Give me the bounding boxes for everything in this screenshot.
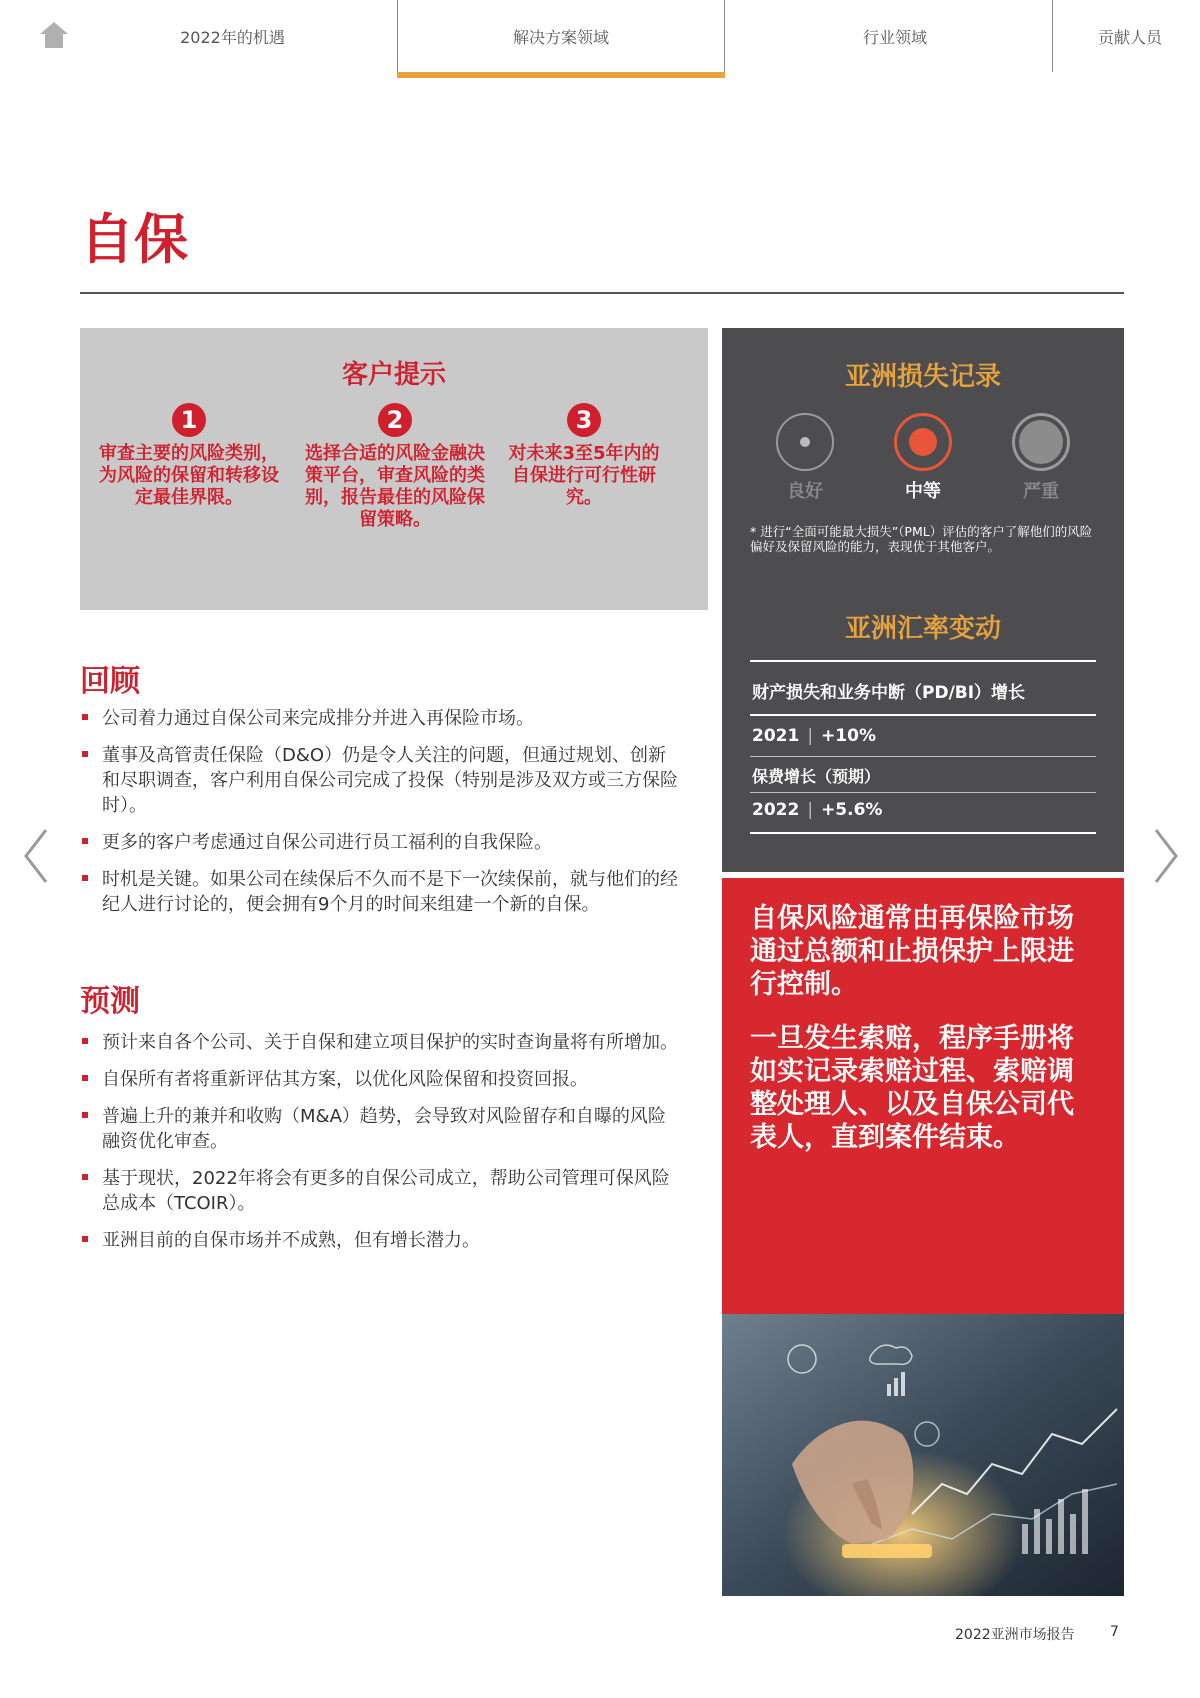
rate-subheading: 保费增长（预期） [752,767,881,786]
footer-report-title: 2022亚洲市场报告 [955,1627,1075,1643]
tip-item [300,403,490,531]
tab-industries[interactable]: 行业领域 [862,27,927,47]
rate-value: +10% [821,726,876,746]
callout-panel [722,878,1124,1314]
tab-contributors[interactable]: 贡献人员 [1097,27,1162,47]
list-item: 预计来自各个公司、关于自保和建立项目保护的实时查询量将有所增加。 [80,1030,680,1055]
rating-medium-icon [894,413,952,471]
rate-row-2022 [752,800,882,820]
forecast-list [80,1030,680,1265]
tip-item [94,403,284,509]
rating-label: 严重 [1023,481,1059,502]
rule [750,792,1096,793]
list-item: 公司着力通过自保公司来完成排分并进入再保险市场。 [80,706,680,731]
rating-severe [986,413,1096,503]
home-icon[interactable] [38,20,70,50]
tip-text: 审查主要的风险类别，为风险的保留和转移设定最佳界限。 [99,443,279,508]
list-item: 自保所有者将重新评估其方案，以优化风险保留和投资回报。 [80,1067,680,1092]
list-item: 董事及高管责任保险（D&O）仍是令人关注的问题，但通过规划、创新和尽职调查，客户利用自保公司完成了投保（特别是涉及双方或三方保险时）。 [80,743,680,818]
loss-record-title: 亚洲损失记录 [844,362,1001,392]
rule [750,660,1096,662]
tip-number-badge: 3 [567,403,601,437]
tab-divider [1052,0,1053,72]
next-page-icon[interactable] [1150,826,1182,886]
callout-paragraph-1: 自保风险通常由再保险市场通过总额和止损保护上限进行控制。 [750,903,1074,1000]
pml-footnote: * 进行“全面可能最大损失”（PML）评估的客户了解他们的风险偏好及保留风险的能力，表现优于其他客户。 [750,524,1093,554]
rate-row-2021 [752,726,876,746]
tip-text: 选择合适的风险金融决策平台，审查风险的类别，报告最佳的风险保留策略。 [305,443,485,530]
review-list [80,706,680,929]
page-number: 7 [1110,1624,1119,1640]
list-item: 更多的客户考虑通过自保公司进行员工福利的自我保险。 [80,830,680,855]
rating-medium [868,413,978,503]
list-item: 普遍上升的兼并和收购（M&A）趋势，会导致对风险留存和自曝的风险融资优化审查。 [80,1104,680,1154]
tip-item [504,403,664,509]
review-heading: 回顾 [80,664,140,699]
title-divider [80,292,1124,294]
tip-text: 对未来3至5年内的自保进行可行性研究。 [508,443,660,508]
rating-label: 良好 [787,481,823,502]
tab-opportunities[interactable]: 2022年的机遇 [180,27,285,47]
tab-solutions[interactable]: 解决方案领域 [397,0,725,72]
rule [750,714,1096,716]
tip-number-badge: 1 [172,403,206,437]
rating-label: 中等 [905,481,941,502]
prev-page-icon[interactable] [20,826,52,886]
separator: | [807,800,814,820]
active-tab-indicator [397,72,725,78]
list-item: 基于现状，2022年将会有更多的自保公司成立，帮助公司管理可保风险总成本（TCOIR）。 [80,1166,680,1216]
rating-good [750,413,860,503]
rate-heading: 财产损失和业务中断（PD/BI）增长 [752,683,1026,703]
finance-hand-photo [722,1314,1124,1596]
client-tips-title: 客户提示 [341,360,446,390]
rate-year: 2021 [752,726,800,746]
asia-stats-panel [722,328,1124,872]
rate-change-title: 亚洲汇率变动 [844,614,1001,644]
tip-number-badge: 2 [378,403,412,437]
callout-paragraph-2: 一旦发生索赔，程序手册将如实记录索赔过程、索赔调整处理人、以及自保公司代表人，直到案件结束。 [750,1023,1074,1153]
client-tips-panel [80,328,708,610]
list-item: 时机是关键。如果公司在续保后不久而不是下一次续保前，就与他们的经纪人进行讨论的，便会拥有9个月的时间来组建一个新的自保。 [80,867,680,917]
list-item: 亚洲目前的自保市场并不成熟，但有增长潜力。 [80,1228,680,1253]
separator: | [807,726,814,746]
page-title: 自保 [80,208,188,271]
rating-severe-icon [1012,413,1070,471]
rating-good-icon [776,413,834,471]
rate-value: +5.6% [821,800,883,820]
forecast-heading: 预测 [80,984,140,1019]
rate-year: 2022 [752,800,800,820]
rule [750,832,1096,834]
rule [750,756,1096,757]
